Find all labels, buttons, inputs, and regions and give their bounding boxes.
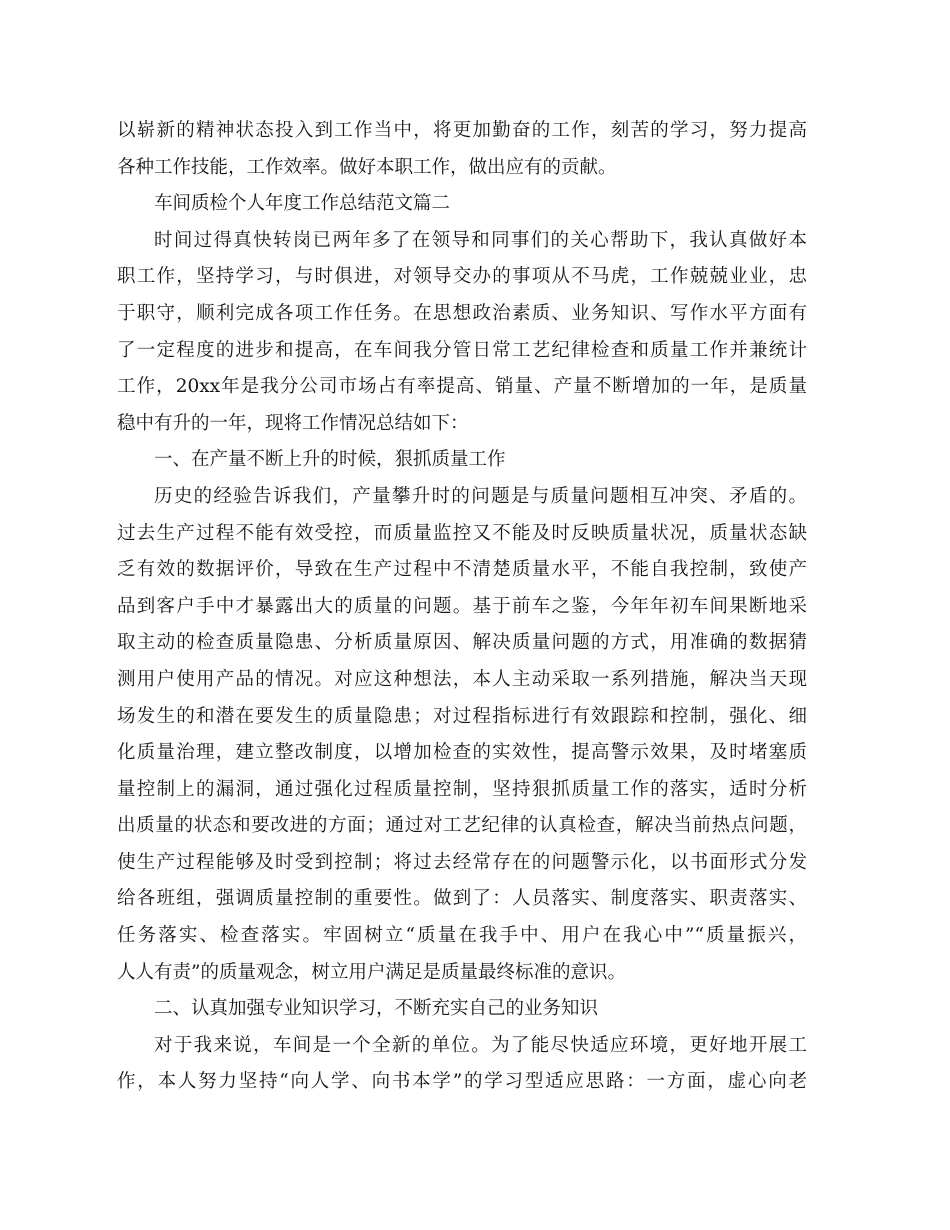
text-line: 乏有效的数据评价，导致在生产过程中不清楚质量水平，不能自我控制，致使产: [117, 559, 807, 581]
text-line: 作，本人努力坚持“向人学、向书本学”的学习型适应思路：一方面，虚心向老: [117, 1071, 807, 1093]
text-line: 职工作，坚持学习，与时俱进，对领导交办的事项从不马虎，工作兢兢业业，忠: [117, 266, 807, 288]
text-line: 化质量治理，建立整改制度，以增加检查的实效性，提高警示效果，及时堵塞质: [117, 742, 807, 764]
text-line: 品到客户手中才暴露出大的质量的问题。基于前车之鉴，今年年初车间果断地采: [117, 595, 807, 617]
section-heading: 二、认真加强专业知识学习，不断充实自己的业务知识: [154, 998, 599, 1020]
text-line: 对于我来说，车间是一个全新的单位。为了能尽快适应环境，更好地开展工: [154, 1034, 807, 1056]
text-line: 测用户使用产品的情况。对应这种想法，本人主动采取一系列措施，解决当天现: [117, 668, 807, 690]
text-line: 取主动的检查质量隐患、分析质量原因、解决质量问题的方式，用准确的数据猜: [117, 632, 807, 654]
section-heading: 一、在产量不断上升的时候，狠抓质量工作: [154, 449, 506, 471]
text-line: 出质量的状态和要改进的方面；通过对工艺纪律的认真检查，解决当前热点问题，: [117, 815, 807, 837]
text-line: 以崭新的精神状态投入到工作当中，将更加勤奋的工作，刻苦的学习，努力提高: [117, 120, 807, 141]
text-line: 各种工作技能，工作效率。做好本职工作，做出应有的贡献。: [117, 156, 617, 178]
text-line: 使生产过程能够及时受到控制；将过去经常存在的问题警示化，以书面形式分发: [117, 851, 807, 873]
text-line: 时间过得真快转岗已两年多了在领导和同事们的关心帮助下，我认真做好本: [154, 229, 807, 251]
text-line: 工作，20xx年是我分公司市场占有率提高、销量、产量不断增加的一年，是质量: [117, 376, 807, 398]
text-line: 场发生的和潜在要发生的质量隐患；对过程指标进行有效跟踪和控制，强化、细: [117, 705, 807, 727]
text-line: 了一定程度的进步和提高，在车间我分管日常工艺纪律检查和质量工作并兼统计: [117, 339, 807, 361]
text-line: 过去生产过程不能有效受控，而质量监控又不能及时反映质量状况，质量状态缺: [117, 522, 807, 544]
section-title: 车间质检个人年度工作总结范文篇二: [154, 193, 451, 215]
document-body: [117, 113, 807, 1101]
text-line: 历史的经验告诉我们，产量攀升时的问题是与质量问题相互冲突、矛盾的。: [154, 485, 807, 507]
text-line: 量控制上的漏洞，通过强化过程质量控制，坚持狠抓质量工作的落实，适时分析: [117, 778, 807, 800]
text-line: 稳中有升的一年，现将工作情况总结如下：: [117, 412, 469, 434]
text-line: 任务落实、检查落实。牢固树立“质量在我手中、用户在我心中”“质量振兴，: [117, 925, 807, 947]
text-line: 人人有责”的质量观念，树立用户满足是质量最终标准的意识。: [117, 961, 626, 983]
text-line: 于职守，顺利完成各项工作任务。在思想政治素质、业务知识、写作水平方面有: [117, 302, 807, 324]
text-line: 给各班组，强调质量控制的重要性。做到了：人员落实、制度落实、职责落实、: [117, 888, 807, 910]
